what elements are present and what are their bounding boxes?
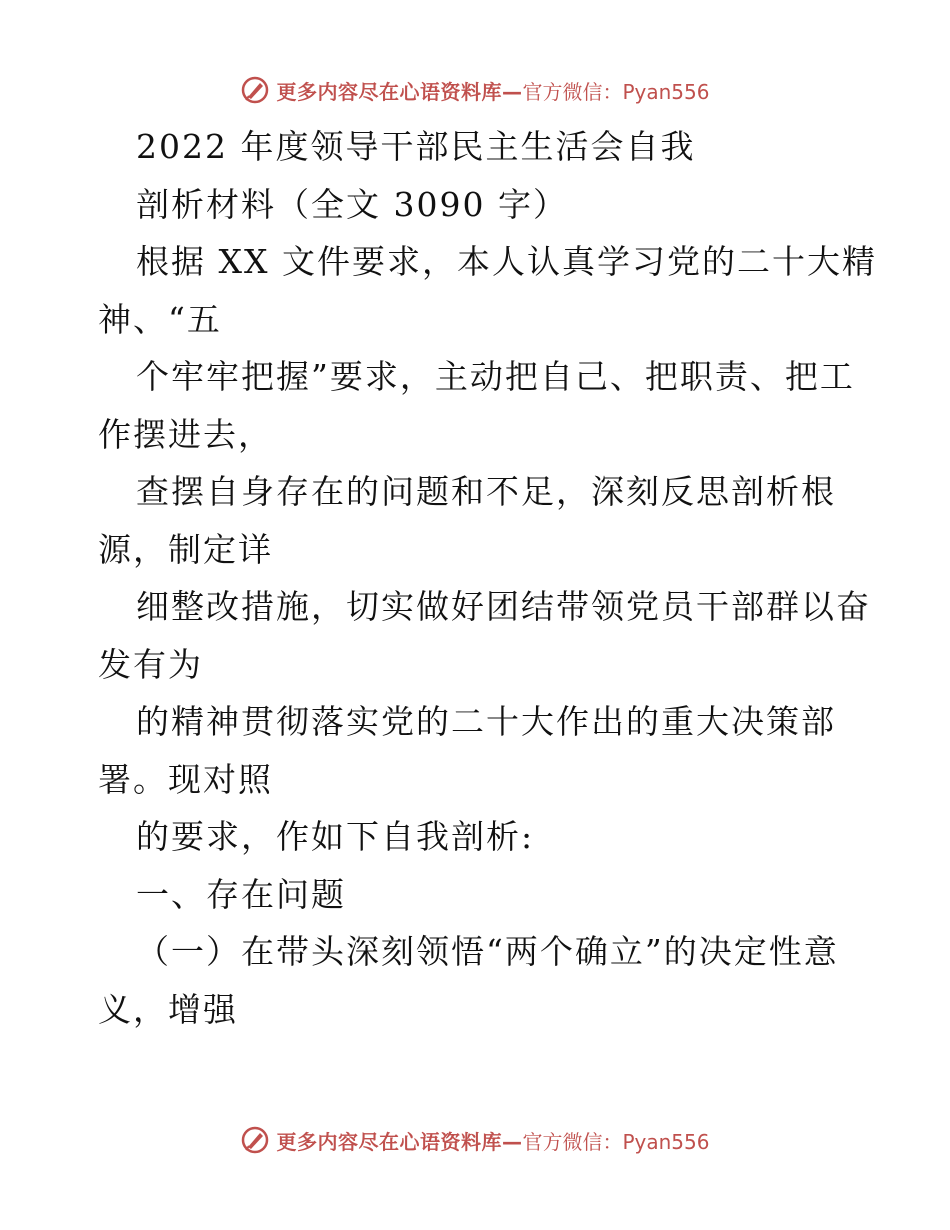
watermark-label: 更多内容尽在心语资料库— — [276, 1129, 523, 1154]
paragraph-line: 源，制定详 — [98, 529, 273, 569]
watermark-label: 更多内容尽在心语资料库— — [276, 79, 523, 104]
paragraph-line: 署。现对照 — [98, 759, 273, 799]
paragraph-line: 根据 XX 文件要求，本人认真学习党的二十大精 — [136, 242, 877, 281]
paragraph-line: 个牢牢把握”要求，主动把自己、把职责、把工 — [136, 357, 855, 396]
paragraph-line: 神、“五 — [98, 299, 222, 339]
document-body — [0, 118, 950, 1038]
document-title-line-2: 剖析材料（全文 3090 字） — [136, 184, 568, 224]
watermark-contact: 官方微信：Pyan556 — [522, 1129, 710, 1154]
paragraph-line: 的要求，作如下自我剖析: — [136, 817, 535, 856]
paragraph-line: 义，增强 — [98, 989, 238, 1029]
paragraph-line: 的精神贯彻落实党的二十大作出的重大决策部 — [136, 702, 836, 741]
quill-pen-logo-icon — [240, 1125, 270, 1155]
paragraph-line: 查摆自身存在的问题和不足，深刻反思剖析根 — [136, 472, 836, 511]
paragraph-line: 细整改措施，切实做好团结带领党员干部群以奋 — [136, 587, 871, 626]
subsection-heading: （一）在带头深刻领悟“两个确立”的决定性意 — [136, 932, 839, 971]
quill-pen-logo-icon — [240, 75, 270, 105]
watermark-contact: 官方微信：Pyan556 — [522, 79, 710, 104]
document-title-line-1: 2022 年度领导干部民主生活会自我 — [136, 127, 696, 166]
section-heading: 一、存在问题 — [136, 874, 346, 914]
header-watermark — [0, 70, 950, 110]
footer-watermark — [0, 1120, 950, 1160]
paragraph-line: 作摆进去， — [98, 414, 273, 454]
paragraph-line: 发有为 — [98, 644, 203, 684]
